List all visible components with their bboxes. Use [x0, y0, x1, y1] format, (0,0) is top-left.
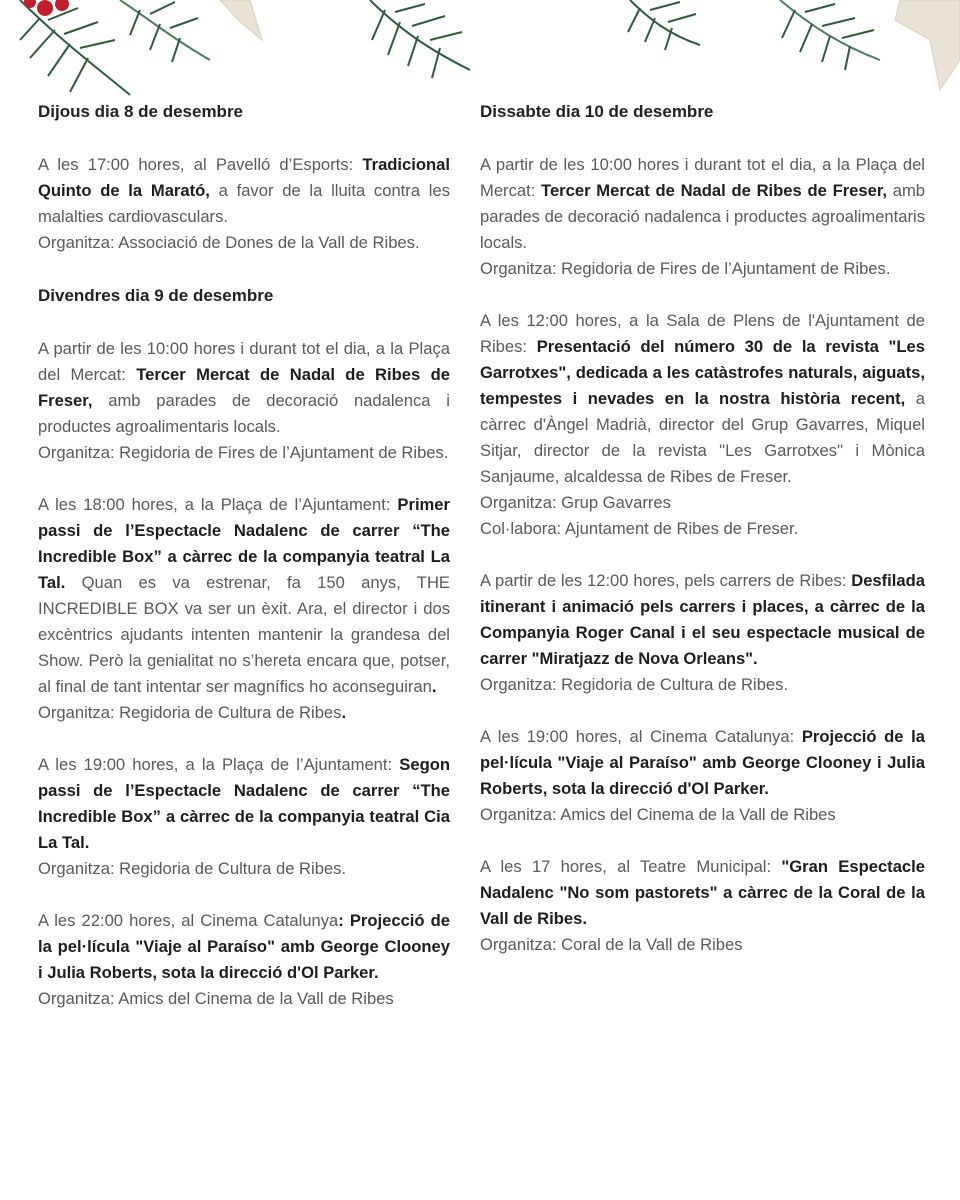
event-intro: A les 12:00 hores, a la Sala de Plens de l'Ajuntament de Ribes:: [480, 311, 925, 356]
event-organizer: Organitza: Regidoria de Cultura de Ribes.: [480, 675, 789, 694]
event-description: amb parades de decoració nadalenca i productes agroalimentaris locals.: [480, 181, 926, 252]
event-christmas-market: [38, 336, 450, 466]
event-intro: A les 18:00 hores, a la Plaça de l’Ajuntament:: [38, 495, 398, 514]
event-title: "Gran Espectacle Nadalenc "No som pastorets" a càrrec de la Coral de la Vall de Ribes.: [480, 857, 926, 928]
star-ornament-right-icon: [895, 0, 960, 90]
event-organizer: Organitza: Regidoria de Fires de l’Ajuntament de Ribes.: [38, 443, 449, 462]
fir-branch-center-icon: [370, 0, 470, 78]
event-cinema-saturday: [480, 724, 925, 828]
event-incredible-box-second: [38, 752, 450, 882]
event-intro: A les 19:00 hores, al Cinema Catalunya:: [480, 727, 802, 746]
event-intro: A partir de les 10:00 hores i durant tot el dia, a la Plaça del Mercat:: [38, 339, 450, 384]
star-ornament-left-icon: [220, 0, 262, 40]
event-organizer: Organitza: Amics del Cinema de la Vall de Ribes: [480, 805, 836, 824]
event-quinto: [38, 152, 450, 256]
event-cinema-friday: [38, 908, 450, 1012]
event-organizer: Organitza: Regidoria de Cultura de Ribes.: [38, 859, 347, 878]
event-title: Tercer Mercat de Nadal de Ribes de Freser,: [38, 365, 450, 410]
organizer-end: .: [341, 703, 347, 722]
event-garrotxes-presentation: [480, 308, 925, 542]
christmas-decoration-banner: [0, 0, 960, 100]
event-description: Quan es va estrenar, fa 150 anys, THE INCREDIBLE BOX va ser un èxit. Ara, el director i dos excèntrics ajudants intenten mantenir la grandesa del Show. Però la genialitat no s’hereta encara que, potser, al final de tant intentar ser magnífics ho aconseguiran: [38, 573, 450, 696]
day-title-saturday: Dissabte dia 10 de desembre: [480, 102, 714, 121]
day-title-thursday: Dijous dia 8 de desembre: [38, 102, 244, 121]
event-intro: A partir de les 10:00 hores i durant tot el dia, a la Plaça del Mercat:: [480, 155, 925, 200]
event-organizer: Organitza: Grup Gavarres: [480, 493, 671, 512]
event-description: a càrrec d'Àngel Madrià, director del Grup Gavarres, Miquel Sitjar, director de la revista "Les Garrotxes" i Mònica Sanjaume, alcaldessa de Ribes de Freser.: [480, 389, 925, 486]
event-organizer: [38, 700, 450, 726]
event-christmas-market-saturday: [480, 152, 925, 282]
day-title-friday: Divendres dia 9 de desembre: [38, 286, 274, 305]
event-description: a favor de la lluita contra les malalties cardiovasculars.: [38, 181, 450, 226]
event-description: amb parades de decoració nadalenca i productes agroalimentaris locals.: [38, 391, 450, 436]
right-column: [480, 98, 925, 958]
event-intro: A les 17 hores, al Teatre Municipal:: [480, 857, 782, 876]
event-parade: [480, 568, 925, 698]
event-title: Projecció de la pel·lícula "Viaje al Paraíso" amb George Clooney i Julia Roberts, sota la direcció d'Ol Parker.: [38, 911, 450, 982]
event-collaborator: Col·labora: Ajuntament de Ribes de Freser.: [480, 519, 799, 538]
event-organizer: Organitza: Regidoria de Fires de l’Ajuntament de Ribes.: [480, 259, 891, 278]
event-organizer: Organitza: Associació de Dones de la Vall de Ribes.: [38, 233, 420, 252]
event-no-som-pastorets: [480, 854, 925, 958]
organizer-text: Organitza: Regidoria de Cultura de Ribes: [38, 703, 342, 722]
event-title: Tradicional Quinto de la Marató,: [38, 155, 450, 200]
event-organizer: Organitza: Coral de la Vall de Ribes: [480, 935, 743, 954]
event-title: Primer passi de l’Espectacle Nadalenc de carrer “The Incredible Box” a càrrec de la companyia teatral La Tal.: [38, 495, 450, 592]
event-description-end: .: [431, 677, 437, 696]
event-organizer: Organitza: Amics del Cinema de la Vall de Ribes: [38, 989, 394, 1008]
event-title: Desfilada itinerant i animació pels carrers i places, a càrrec de la Companyia Roger Canal i el seu espectacle musical de carrer "Miratjazz de Nova Orleans".: [480, 571, 925, 668]
event-intro: A les 17:00 hores, al Pavelló d’Esports:: [38, 155, 363, 174]
event-title: Projecció de la pel·lícula "Viaje al Paraíso" amb George Clooney i Julia Roberts, sota la direcció d'Ol Parker.: [480, 727, 925, 798]
event-intro: A partir de les 12:00 hores, pels carrers de Ribes:: [480, 571, 852, 590]
event-title: Segon passi de l’Espectacle Nadalenc de carrer “The Incredible Box” a càrrec de la companyia teatral Cia La Tal.: [38, 755, 450, 852]
event-intro: A les 22:00 hores, al Cinema Catalunya: [38, 911, 339, 930]
event-title: Tercer Mercat de Nadal de Ribes de Freser,: [541, 181, 887, 200]
event-intro-colon: :: [338, 911, 344, 930]
fir-branch-right-icon: [628, 0, 880, 70]
left-column: [38, 98, 450, 1012]
event-intro: A les 19:00 hores, a la Plaça de l’Ajuntament:: [38, 755, 400, 774]
event-incredible-box-first: [38, 492, 450, 726]
event-title: Presentació del número 30 de la revista "Les Garrotxes", dedicada a les catàstrofes naturals, aiguats, tempestes i nevades en la nostra història recent,: [480, 337, 925, 408]
